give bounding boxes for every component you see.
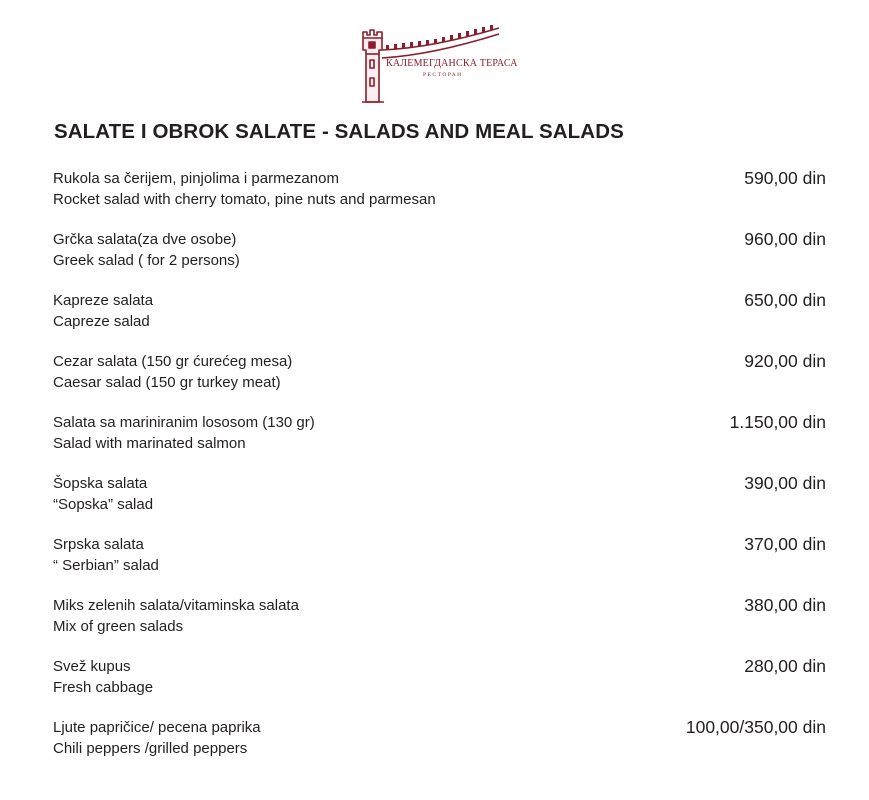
- menu-item: [53, 473, 826, 534]
- item-name: Svež kupus: [53, 658, 131, 675]
- item-description: Rocket salad with cherry tomato, pine nuts and parmesan: [53, 191, 436, 208]
- item-price: 1.150,00 din: [729, 412, 826, 432]
- menu-item: [53, 290, 826, 351]
- salad-menu-list: [53, 168, 826, 778]
- item-price: 960,00 din: [744, 229, 826, 249]
- item-name: Miks zelenih salata/vitaminska salata: [53, 597, 299, 614]
- restaurant-logo: [352, 14, 518, 106]
- item-description: Mix of green salads: [53, 618, 184, 635]
- menu-item: [53, 351, 826, 412]
- menu-item: [53, 595, 826, 656]
- item-name: Šopska salata: [53, 475, 148, 492]
- menu-item: [53, 168, 826, 229]
- item-price: 650,00 din: [744, 290, 826, 310]
- item-price: 920,00 din: [744, 351, 826, 371]
- item-description: Greek salad ( for 2 persons): [53, 252, 240, 269]
- item-price: 280,00 din: [744, 656, 826, 676]
- item-description: Salad with marinated salmon: [53, 435, 246, 452]
- item-name: Srpska salata: [53, 536, 144, 553]
- logo-name: КАЛЕМЕГДАНСКА ТЕРАСА: [386, 58, 518, 69]
- item-description: Chili peppers /grilled peppers: [53, 740, 248, 757]
- item-name: Kapreze salata: [53, 292, 154, 309]
- menu-item: [53, 534, 826, 595]
- item-price: 370,00 din: [744, 534, 826, 554]
- item-name: Grčka salata(za dve osobe): [53, 231, 237, 248]
- logo-subtitle: РЕСТОРАН: [423, 72, 463, 78]
- item-price: 380,00 din: [744, 595, 826, 615]
- item-price: 390,00 din: [744, 473, 826, 493]
- menu-item: [53, 656, 826, 717]
- item-description: Capreze salad: [53, 313, 150, 330]
- item-description: Caesar salad (150 gr turkey meat): [53, 374, 281, 391]
- item-description: “Sopska” salad: [53, 496, 154, 513]
- menu-item: [53, 229, 826, 290]
- page-title: SALATE I OBROK SALATE - SALADS AND MEAL SALADS: [54, 120, 624, 143]
- item-name: Salata sa mariniranim lososom (130 gr): [53, 414, 315, 431]
- item-name: Cezar salata (150 gr ćurećeg mesa): [53, 353, 293, 370]
- item-description: “ Serbian” salad: [53, 557, 159, 574]
- item-name: Rukola sa čerijem, pinjolima i parmezanom: [53, 170, 339, 187]
- menu-item: [53, 412, 826, 473]
- item-price: 100,00/350,00 din: [685, 717, 826, 737]
- item-price: 590,00 din: [744, 168, 826, 188]
- item-name: Ljute papričice/ pecena paprika: [53, 719, 261, 736]
- menu-item: [53, 717, 826, 778]
- item-description: Fresh cabbage: [53, 679, 154, 696]
